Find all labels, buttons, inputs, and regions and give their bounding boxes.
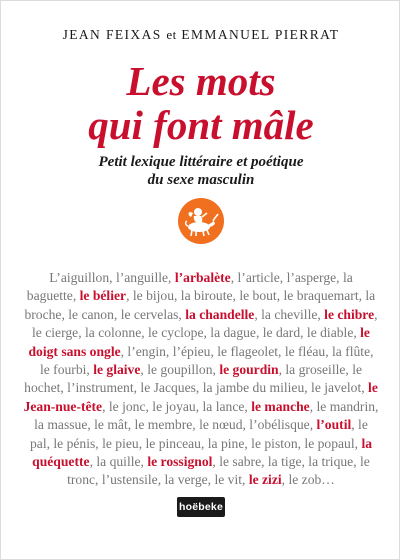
- highlighted-term: le doigt sans ongle: [28, 325, 370, 359]
- word-list-text: , le pal, le pénis, le pieu, le pinceau, la pine, le piston, le popaul,: [29, 417, 368, 451]
- subtitle-line: du sexe masculin: [147, 172, 255, 188]
- highlighted-term: l’outil: [316, 417, 352, 433]
- word-list-text: , le mandrin, la massue, le mât, le membre, le nœud, l’obélisque,: [34, 398, 379, 433]
- word-list-text: L’aiguillon, l’anguille,: [49, 270, 175, 285]
- word-list-text: , la groseille, le hochet, l’instrument, le Jacques, la jambe du milieu, le javelot,: [24, 362, 369, 396]
- highlighted-term: la quéquette: [32, 435, 373, 470]
- author-conjunction: et: [166, 27, 177, 42]
- word-list-text: , le sabre, la tige, la trique, le tronc, l’ustensile, la verge, le vit,: [67, 454, 370, 488]
- highlighted-term: le glaive: [93, 362, 141, 378]
- highlighted-term: le manche: [251, 398, 310, 414]
- subtitle-line: Petit lexique littéraire et poétique: [98, 154, 304, 170]
- publisher-logo: hoëbeke: [177, 497, 225, 517]
- word-list: [23, 269, 379, 490]
- book-subtitle: [1, 153, 400, 189]
- highlighted-term: le Jean-nue-tête: [23, 380, 378, 414]
- highlighted-term: le rossignol: [147, 454, 213, 470]
- authors-line: [1, 27, 400, 43]
- word-list-text: , la quille,: [89, 454, 148, 470]
- author-name: JEAN FEIXAS: [62, 27, 162, 42]
- word-list-text: , le zob…: [281, 472, 335, 488]
- highlighted-term: le chibre: [324, 306, 375, 322]
- word-list-text: , le cierge, la colonne, le cyclope, la dague, le dard, le diable,: [32, 306, 378, 341]
- word-list-text: , le goupillon,: [140, 362, 220, 378]
- word-list-text: , l’engin, l’épieu, le flageolet, le fléau, la flûte, le fourbi,: [39, 343, 374, 378]
- book-title: [1, 59, 400, 147]
- word-list-text: , l’article, l’asperge, la baguette,: [26, 270, 353, 304]
- cherub-riding-goat-icon: [177, 197, 225, 245]
- highlighted-term: le zizi: [248, 472, 282, 488]
- highlighted-term: le gourdin: [219, 362, 279, 378]
- highlighted-term: la chandelle: [185, 306, 255, 322]
- word-list-text: , le jonc, le joyau, la lance,: [102, 398, 252, 414]
- word-list-text: , la cheville,: [254, 306, 325, 322]
- highlighted-term: l’arbalète: [174, 270, 231, 285]
- highlighted-term: le bélier: [79, 288, 127, 304]
- author-name: EMMANUEL PIERRAT: [181, 27, 340, 42]
- word-list-text: , le bijou, la biroute, le bout, le braquemart, la broche, le canon, le cervelas,: [24, 288, 376, 322]
- title-line: qui font mâle: [88, 102, 314, 148]
- title-line: Les mots: [126, 58, 276, 104]
